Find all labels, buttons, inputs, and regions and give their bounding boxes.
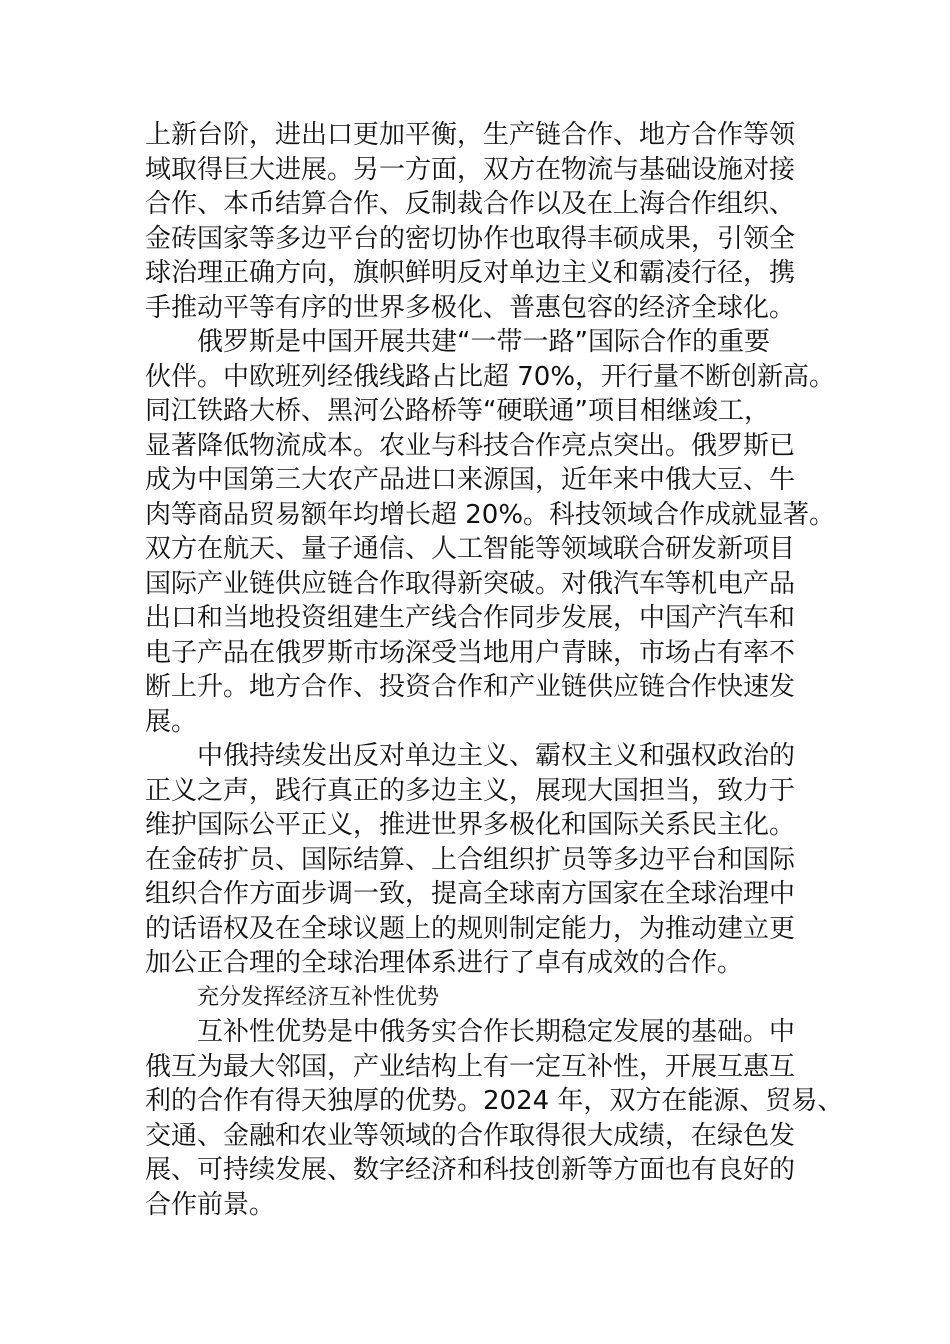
text-line: 中俄持续发出反对单边主义、霸权主义和强权政治的 bbox=[197, 741, 796, 771]
text-line: 俄罗斯是中国开展共建“一带一路”国际合作的重要 bbox=[197, 327, 770, 357]
text-line: 展、可持续发展、数字经济和科技创新等方面也有良好的 bbox=[145, 1155, 796, 1185]
text-line: 成为中国第三大农产品进口来源国，近年来中俄大豆、牛 bbox=[145, 465, 796, 495]
text-line: 加公正合理的全球治理体系进行了卓有成效的合作。 bbox=[145, 948, 744, 978]
text-line: 在金砖扩员、国际结算、上合组织扩员等多边平台和国际 bbox=[145, 844, 796, 875]
text-line: 上新台阶，进出口更加平衡，生产链合作、地方合作等领 bbox=[145, 120, 796, 150]
text-line: 维护国际公平正义，推进世界多极化和国际关系民主化。 bbox=[145, 810, 796, 840]
text-line: 正义之声，践行真正的多边主义，展现大国担当，致力于 bbox=[145, 775, 796, 806]
text-line: 肉等商品贸易额年均增长超 20%。科技领域合作成就显著。 bbox=[145, 499, 836, 530]
text-line: 手推动平等有序的世界多极化、普惠包容的经济全球化。 bbox=[145, 292, 796, 323]
text-line: 金砖国家等多边平台的密切协作也取得丰硕成果，引领全 bbox=[145, 223, 796, 254]
text-line: 俄互为最大邻国，产业结构上有一定互补性，开展互惠互 bbox=[145, 1051, 796, 1082]
text-line: 球治理正确方向，旗帜鲜明反对单边主义和霸凌行径，携 bbox=[145, 258, 796, 288]
text-line: 合作前景。 bbox=[145, 1189, 276, 1220]
text-line: 域取得巨大进展。另一方面，双方在物流与基础设施对接 bbox=[145, 154, 796, 185]
paragraph-2 bbox=[145, 325, 836, 739]
paragraph-3 bbox=[145, 739, 820, 981]
text-line: 利的合作有得天独厚的优势。2024 年，双方在能源、贸易、 bbox=[145, 1086, 844, 1116]
text-line: 断上升。地方合作、投资合作和产业链供应链合作快速发 bbox=[145, 672, 796, 702]
text-line: 的话语权及在全球议题上的规则制定能力，为推动建立更 bbox=[145, 913, 796, 944]
document-page bbox=[145, 118, 844, 1222]
text-line: 双方在航天、量子通信、人工智能等领域联合研发新项目 bbox=[145, 534, 796, 564]
paragraph-4 bbox=[145, 1015, 844, 1222]
paragraph-1 bbox=[145, 118, 820, 325]
text-line: 交通、金融和农业等领域的合作取得很大成绩，在绿色发 bbox=[145, 1120, 796, 1151]
text-line: 同江铁路大桥、黑河公路桥等“硬联通”项目相继竣工， bbox=[145, 396, 770, 426]
text-line: 合作、本币结算合作、反制裁合作以及在上海合作组织、 bbox=[145, 189, 796, 219]
text-line: 伙伴。中欧班列经俄线路占比超 70%，开行量不断创新高。 bbox=[145, 361, 836, 392]
text-line: 电子产品在俄罗斯市场深受当地用户青睐，市场占有率不 bbox=[145, 637, 796, 668]
text-line: 国际产业链供应链合作取得新突破。对俄汽车等机电产品 bbox=[145, 568, 796, 599]
text-line: 显著降低物流成本。农业与科技合作亮点突出。俄罗斯已 bbox=[145, 430, 796, 461]
text-line: 互补性优势是中俄务实合作长期稳定发展的基础。中 bbox=[197, 1017, 796, 1047]
text-line: 出口和当地投资组建生产线合作同步发展，中国产汽车和 bbox=[145, 603, 796, 633]
text-line: 组织合作方面步调一致，提高全球南方国家在全球治理中 bbox=[145, 879, 796, 909]
text-line: 展。 bbox=[145, 706, 198, 737]
section-heading: 充分发挥经济互补性优势 bbox=[197, 984, 440, 1010]
